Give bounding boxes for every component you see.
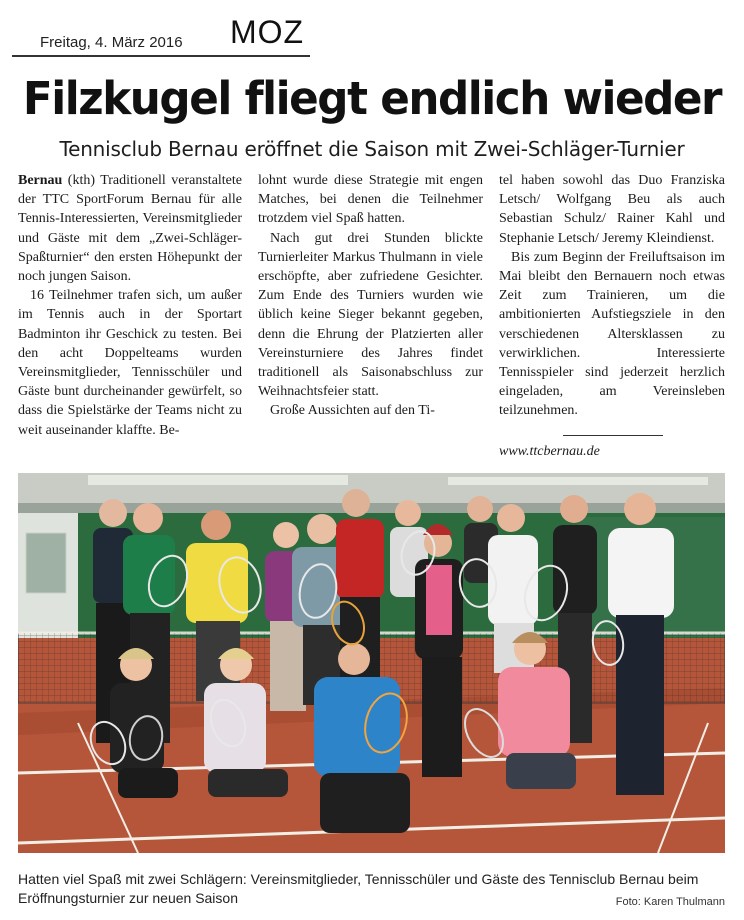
newspaper-logo: MOZ <box>230 14 305 50</box>
article-dateline: Bernau <box>18 173 63 188</box>
photo-caption: Hatten viel Spaß mit zwei Schlägern: Vereinsmitglieder, Tennisschüler und Gäste des Tennisclub Bernau beim Eröffnungsturnier zur neuen Saison <box>18 871 699 906</box>
article-paragraph: 16 Teilnehmer trafen sich, um außer im Tennis auch in der Sportart Badminton ihr Geschick zu testen. Bei den acht Doppelteams wurden Vereinsmitglieder, Tennisschüler und Gäste bunt durcheinander gewürfelt, so dass die Spielstärke der Teams nicht zu weit auseinander klaffte. Be- <box>18 288 242 438</box>
masthead <box>12 8 310 51</box>
article-headline: Filzkugel fliegt endlich wieder <box>22 72 722 125</box>
article-paragraph: lohnt wurde diese Strategie mit engen Matches, bei denen die Teilnehmer trotzdem viel Spaß hatten. <box>258 173 483 227</box>
article-subheadline: Tennisclub Bernau eröffnet die Saison mit Zwei-Schläger-Turnier <box>59 137 685 161</box>
article-paragraph-text: (kth) Traditionell veranstaltete der TTC SportForum Bernau für alle Tennis-Interessierten, Vereinsmitglieder und Gäste mit dem „Zwei-Schläger-Spaßturnier“ den ersten Höhepunkt der noch jungen Saison. <box>18 173 242 285</box>
masthead-rule <box>12 55 310 57</box>
group-photo <box>18 473 725 853</box>
article-paragraph: tel haben sowohl das Duo Franziska Letsch/ Wolfgang Beu als auch Sebastian Schulz/ Rainer Kahl und Stephanie Letsch/ Jeremy Kleindienst. <box>499 173 725 246</box>
article-column-3 <box>499 171 725 461</box>
article-paragraph <box>18 171 242 286</box>
website-link[interactable]: www.ttcbernau.de <box>499 443 600 459</box>
website-rule <box>563 435 663 436</box>
article-column-2 <box>258 171 483 421</box>
article-paragraph: Bis zum Beginn der Freiluftsaison im Mai bleibt den Bernauern noch etwas Zeit zum Trainieren, um die ambitionierten Aufstiegsziele in den verschiedenen Altersklassen zu verwirklichen. Interessierte Tennisspieler sind jederzeit herzlich eingeladen, am Vereinsleben teilzunehmen. <box>499 249 725 419</box>
article-column-1 <box>18 171 242 440</box>
masthead-date: Freitag, 4. März 2016 <box>40 34 183 51</box>
photo-credit: Foto: Karen Thulmann <box>615 896 725 908</box>
group-photo-illustration <box>18 473 725 853</box>
article-paragraph: Nach gut drei Stunden blickte Turnierleiter Markus Thulmann in viele erschöpfte, aber zufriedene Gesichter. Zum Ende des Turniers wurden wie üblich keine Sieger bekannt gegeben, denn die Ehrung der Platzierten aller Vereinsturniere des Jahres findet traditionell als Saisonabschluss zur Weihnachtsfeier statt. <box>258 230 483 400</box>
article-paragraph: Große Aussichten auf den Ti- <box>270 403 435 419</box>
